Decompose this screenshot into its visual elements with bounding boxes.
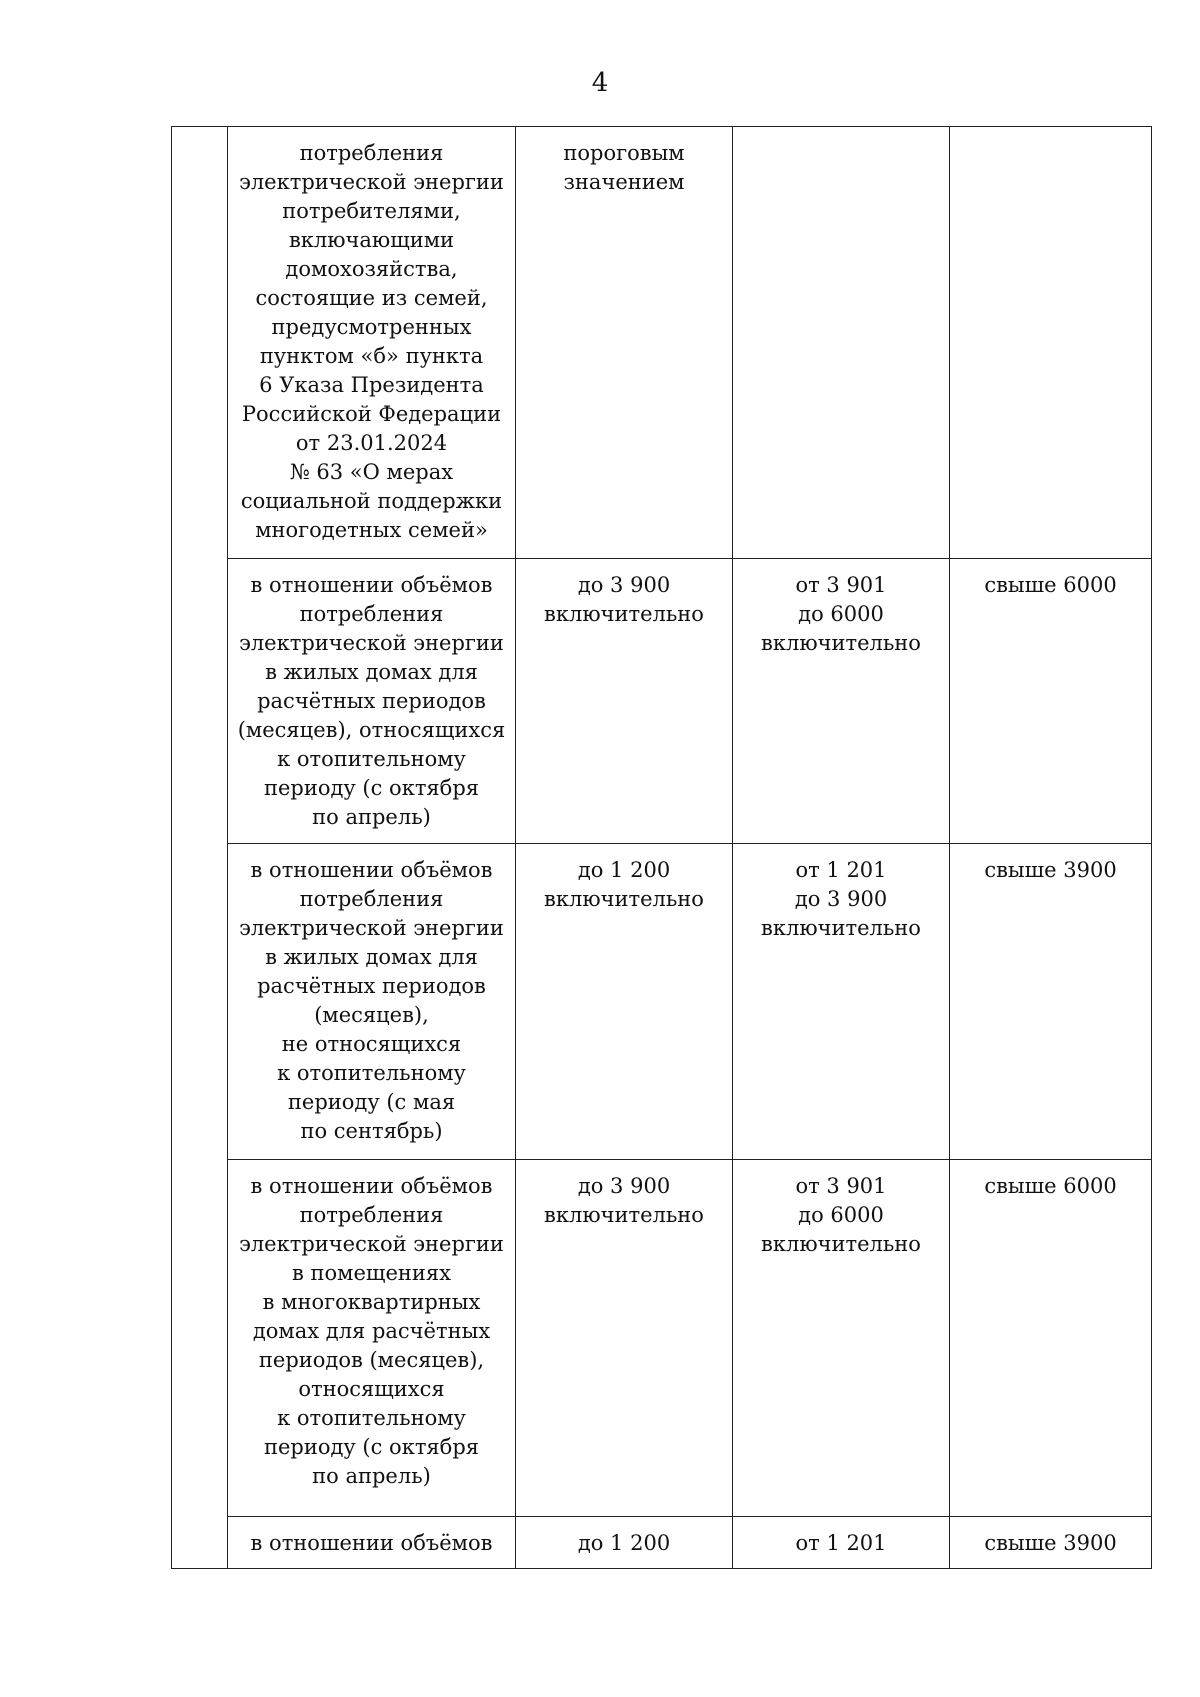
table-row — [172, 559, 1152, 844]
range-high-cell — [950, 127, 1152, 559]
range-high-text: свыше 3900 — [984, 1531, 1117, 1555]
range-mid-cell — [733, 844, 950, 1160]
range-low-cell — [516, 127, 733, 559]
description-text: в отношении объёмов потребления электрической энергии в жилых домах для расчётных периодов (месяцев), не относящихся к отопительному периоду (с мая по сентябрь) — [239, 858, 504, 1143]
range-mid-text: от 3 901 до 6000 включительно — [761, 1174, 921, 1256]
range-high-cell — [950, 559, 1152, 844]
description-cell — [228, 844, 516, 1160]
range-low-text: до 3 900 включительно — [544, 573, 704, 626]
range-low-cell — [516, 844, 733, 1160]
page-number: 4 — [591, 68, 609, 98]
range-mid-text: от 3 901 до 6000 включительно — [761, 573, 921, 655]
range-mid-text — [733, 127, 949, 139]
tariff-threshold-table — [171, 126, 1152, 1569]
range-mid-text: от 1 201 до 3 900 включительно — [761, 858, 921, 940]
range-mid-text: от 1 201 — [795, 1531, 887, 1555]
description-text: в отношении объёмов потребления электрической энергии в жилых домах для расчётных периодов (месяцев), относящихся к отопительному периоду (с октября по апрель) — [237, 573, 506, 829]
range-mid-cell — [733, 1160, 950, 1517]
description-cell — [228, 559, 516, 844]
range-low-text: пороговым значением — [563, 141, 685, 194]
range-high-text: свыше 3900 — [984, 858, 1117, 882]
range-mid-cell — [733, 127, 950, 559]
range-mid-cell — [733, 559, 950, 844]
range-high-cell — [950, 1160, 1152, 1517]
range-high-text: свыше 6000 — [984, 1174, 1117, 1198]
range-low-cell — [516, 1517, 733, 1569]
description-cell — [228, 127, 516, 559]
description-text: в отношении объёмов — [250, 1531, 493, 1555]
description-cell — [228, 1160, 516, 1517]
range-high-text — [950, 127, 1151, 139]
table-row — [172, 127, 1152, 559]
range-low-text: до 1 200 включительно — [544, 858, 704, 911]
description-text: потребления электрической энергии потребителями, включающими домохозяйства, состоящие из семей, предусмотренных пунктом «б» пункта 6 Указа Президента Российской Федерации от 23.01.2024 № 63 «О мерах социальной поддержки многодетных семей» — [239, 141, 504, 542]
table-row — [172, 1517, 1152, 1569]
range-low-text: до 3 900 включительно — [544, 1174, 704, 1227]
range-mid-cell — [733, 1517, 950, 1569]
range-low-cell — [516, 1160, 733, 1517]
table-row — [172, 1160, 1152, 1517]
range-low-text: до 1 200 — [577, 1531, 671, 1555]
index-column-cell — [172, 127, 228, 1569]
description-cell — [228, 1517, 516, 1569]
range-low-cell — [516, 559, 733, 844]
table-row — [172, 844, 1152, 1160]
range-high-cell — [950, 1517, 1152, 1569]
description-text: в отношении объёмов потребления электрической энергии в помещениях в многоквартирных домах для расчётных периодов (месяцев), относящихся к отопительному периоду (с октября по апрель) — [239, 1174, 504, 1488]
range-high-cell — [950, 844, 1152, 1160]
range-high-text: свыше 6000 — [984, 573, 1117, 597]
